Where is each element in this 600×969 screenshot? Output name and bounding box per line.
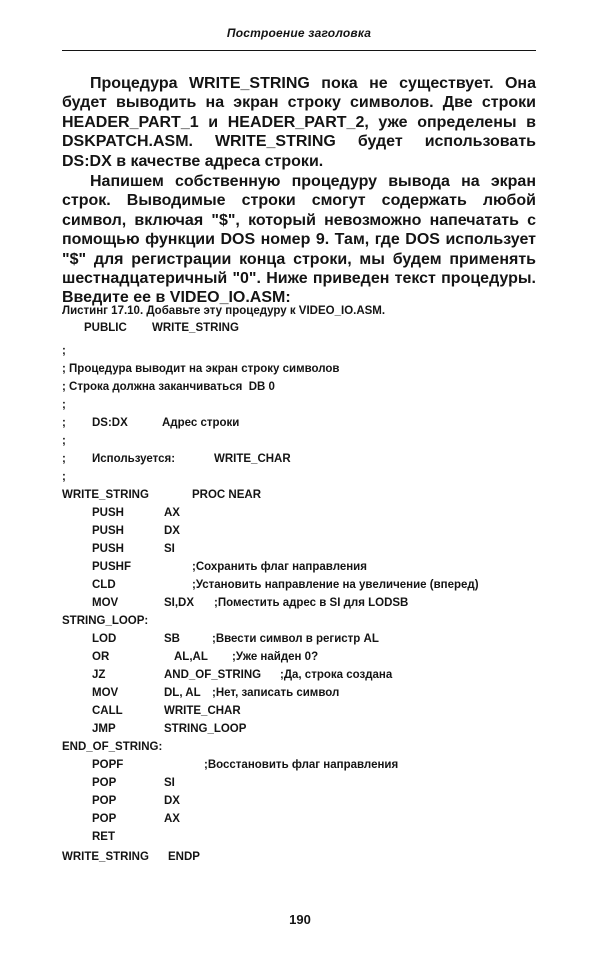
code-line-12-col-1: PUSH (92, 525, 124, 537)
code-line-30-col-1: WRITE_STRING (62, 851, 149, 863)
code-line-1-col-2: WRITE_STRING (152, 322, 239, 334)
paragraph-2: Напишем собственную процедуру вывода на экран строк. Выводимые строки смогут содержать любой символ, включая "$", который невозможно напечатать с помощью функции DOS номер 9. Там, где DOS использует "$" для регистрации конца строки, мы будем применять шестнадцатеричный "0". Ниже приведен текст процедуры. Введите ее в VIDEO_IO.ASM: (62, 173, 536, 307)
code-line-8-col-1: ; (62, 453, 66, 465)
code-line-27-col-2: DX (164, 795, 180, 807)
code-line-25-col-1: POPF (92, 759, 124, 771)
running-header: Построение заголовка (226, 26, 372, 40)
code-line-29-col-1: RET (92, 831, 115, 843)
code-line-22-col-2: WRITE_CHAR (164, 705, 241, 717)
code-line-7-col-1: ; (62, 435, 66, 447)
code-line-6-col-3: Адрес строки (162, 417, 240, 429)
code-line-15-col-1: CLD (92, 579, 116, 591)
code-line-18-col-1: LOD (92, 633, 117, 645)
code-line-30-col-2: ENDP (168, 851, 200, 863)
code-line-23-col-2: STRING_LOOP (164, 723, 247, 735)
code-line-28-col-2: AX (164, 813, 180, 825)
code-line-12-col-2: DX (164, 525, 180, 537)
code-line-11-col-2: AX (164, 507, 180, 519)
header-rule (62, 50, 536, 51)
code-line-11-col-1: PUSH (92, 507, 124, 519)
code-line-9-col-1: ; (62, 471, 66, 483)
code-line-19-col-3: ;Уже найден 0? (232, 651, 319, 663)
code-line-16-col-2: SI,DX (164, 597, 195, 609)
code-line-18-col-3: ;Ввести символ в регистр AL (212, 633, 379, 645)
code-line-20-col-3: ;Да, строка создана (280, 669, 393, 681)
code-line-14-col-1: PUSHF (92, 561, 131, 573)
code-line-28-col-1: POP (92, 813, 117, 825)
code-line-21-col-2: DL, AL (164, 687, 201, 699)
code-line-16-col-3: ;Поместить адрес в SI для LODSB (214, 597, 409, 609)
code-line-15-col-2: ;Установить направление на увеличение (вперед) (192, 579, 479, 591)
code-line-16-col-1: MOV (92, 597, 119, 609)
page-number: 190 (289, 912, 311, 927)
code-line-10-col-2: PROC NEAR (192, 489, 262, 501)
code-line-6-col-1: ; (62, 417, 66, 429)
code-line-8-col-2: Используется: (92, 453, 176, 465)
code-line-2-col-1: ; (62, 345, 66, 357)
code-line-21-col-1: MOV (92, 687, 119, 699)
code-line-13-col-2: SI (164, 543, 175, 555)
code-line-19-col-2: AL,AL (174, 651, 208, 663)
code-line-10-col-1: WRITE_STRING (62, 489, 149, 501)
code-line-18-col-2: SB (164, 633, 180, 645)
code-line-26-col-1: POP (92, 777, 117, 789)
code-line-19-col-1: OR (92, 651, 110, 663)
code-line-3-col-1: ; Процедура выводит на экран строку символов (62, 363, 340, 375)
code-line-4-col-1: ; Строка должна заканчиваться DB 0 (62, 381, 275, 393)
code-line-8-col-3: WRITE_CHAR (214, 453, 291, 465)
code-line-23-col-1: JMP (92, 723, 116, 735)
paragraph-1: Процедура WRITE_STRING пока не существует. Она будет выводить на экран строку символов. Две строки HEADER_PART_1 и HEADER_PART_2, уже определены в DSKPATCH.ASM. WRITE_STRING будет использовать DS:DX в качестве адреса строки. (62, 75, 536, 170)
code-line-1-col-1: PUBLIC (84, 322, 127, 334)
code-line-25-col-2: ;Восстановить флаг направления (204, 759, 399, 771)
code-line-27-col-1: POP (92, 795, 117, 807)
code-line-20-col-2: AND_OF_STRING (164, 669, 262, 681)
code-line-14-col-2: ;Сохранить флаг направления (192, 561, 367, 573)
code-line-13-col-1: PUSH (92, 543, 124, 555)
code-line-5-col-1: ; (62, 399, 66, 411)
listing-title: Листинг 17.10. Добавьте эту процедуру к VIDEO_IO.ASM. (62, 305, 386, 317)
code-line-17-col-1: STRING_LOOP: (62, 615, 149, 627)
code-line-20-col-1: JZ (92, 669, 106, 681)
code-line-22-col-1: CALL (92, 705, 123, 717)
code-line-21-col-3: ;Нет, записать символ (212, 687, 340, 699)
code-line-26-col-2: SI (164, 777, 175, 789)
code-line-6-col-2: DS:DX (92, 417, 128, 429)
code-line-24-col-1: END_OF_STRING: (62, 741, 163, 753)
